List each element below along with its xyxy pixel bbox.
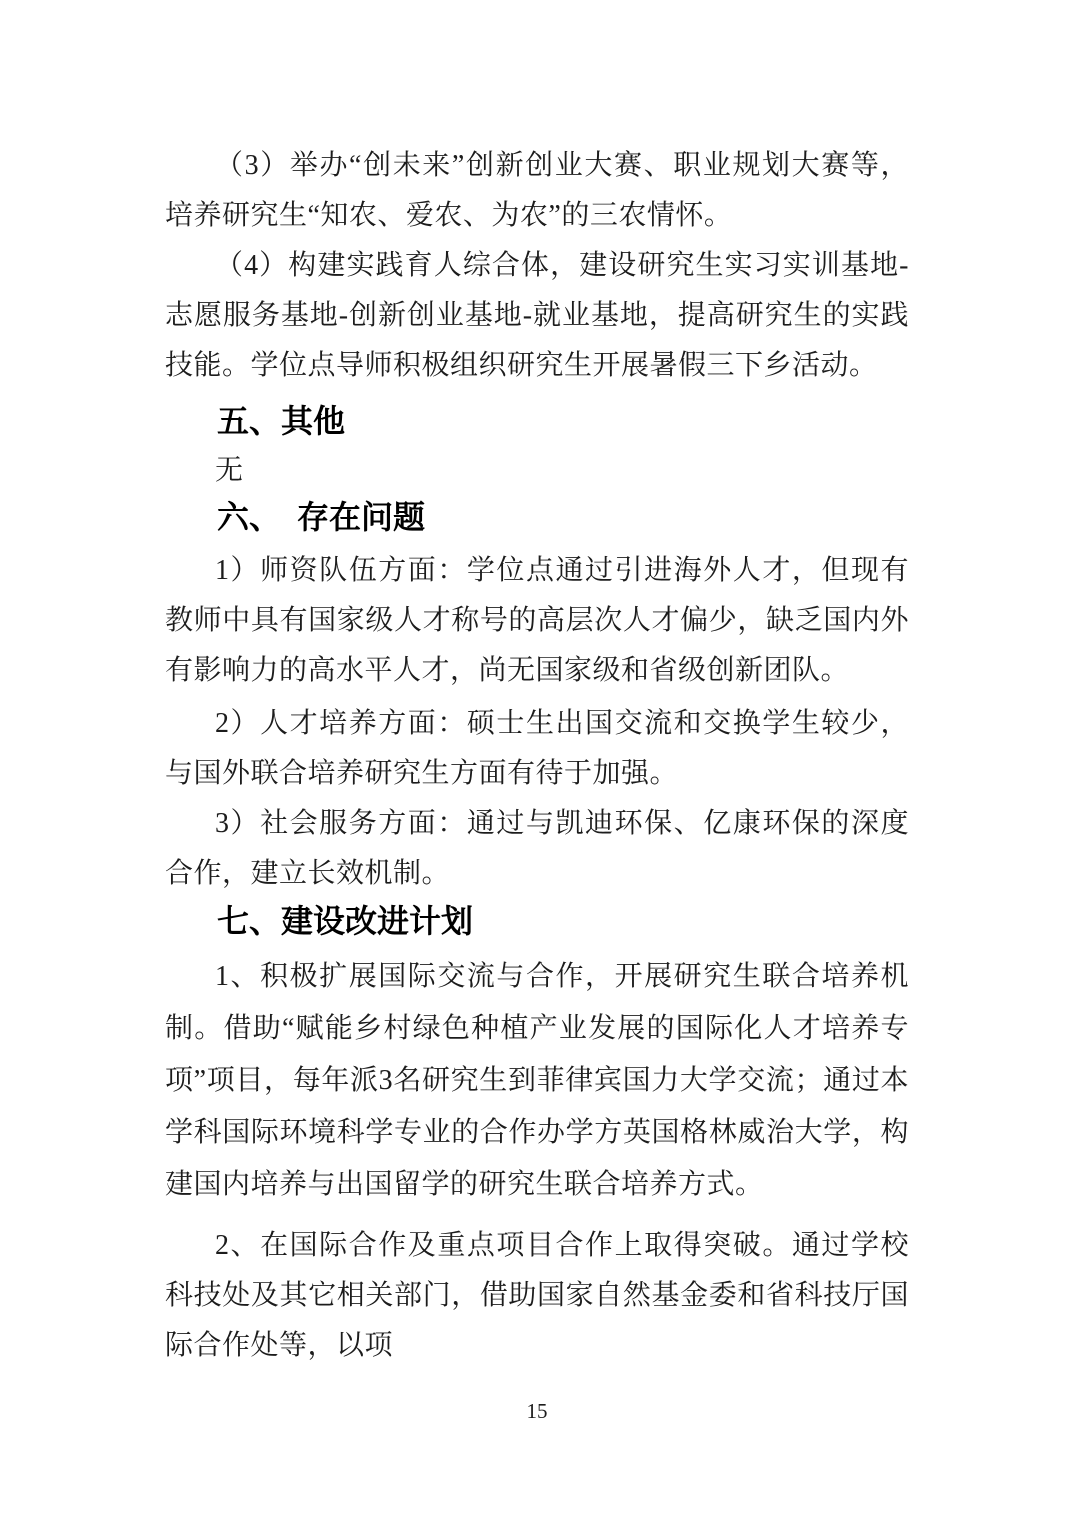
section-5-none-text: 无 <box>215 455 244 486</box>
heading-section-6-problems: 六、 存在问题 <box>217 499 426 535</box>
plan-paragraph-2-key-projects: 2、在国际合作及重点项目合作上取得突破。通过学校科技处及其它相关部门，借助国家自然基金委和省科技厅国际合作处等，以项 <box>165 1230 909 1361</box>
problem-paragraph-3-service: 3）社会服务方面：通过与凯迪环保、亿康环保的深度合作，建立长效机制。 <box>165 808 909 889</box>
heading-section-5-other: 五、其他 <box>217 403 346 439</box>
paragraph-item-4: （4）构建实践育人综合体，建设研究生实习实训基地-志愿服务基地-创新创业基地-就业基地，提高研究生的实践技能。学位点导师积极组织研究生开展暑假三下乡活动。 <box>165 250 909 381</box>
problem-paragraph-1-faculty: 1）师资队伍方面：学位点通过引进海外人才，但现有教师中具有国家级人才称号的高层次人才偏少，缺乏国内外有影响力的高水平人才，尚无国家级和省级创新团队。 <box>165 555 909 686</box>
paragraph-item-3: （3）举办“创未来”创新创业大赛、职业规划大赛等，培养研究生“知农、爱农、为农”的三农情怀。 <box>165 150 909 231</box>
plan-paragraph-1-international-exchange: 1、积极扩展国际交流与合作，开展研究生联合培养机制。借助“赋能乡村绿色种植产业发展的国际化人才培养专项”项目，每年派3名研究生到菲律宾国力大学交流；通过本学科国际环境科学专业的合作办学方英国格林威治大学，构建国内培养与出国留学的研究生联合培养方式。 <box>165 961 909 1200</box>
heading-section-7-improvement-plan: 七、建设改进计划 <box>217 903 474 939</box>
problem-paragraph-2-training: 2）人才培养方面：硕士生出国交流和交换学生较少，与国外联合培养研究生方面有待于加强。 <box>165 708 909 789</box>
page-number: 15 <box>526 1399 548 1423</box>
